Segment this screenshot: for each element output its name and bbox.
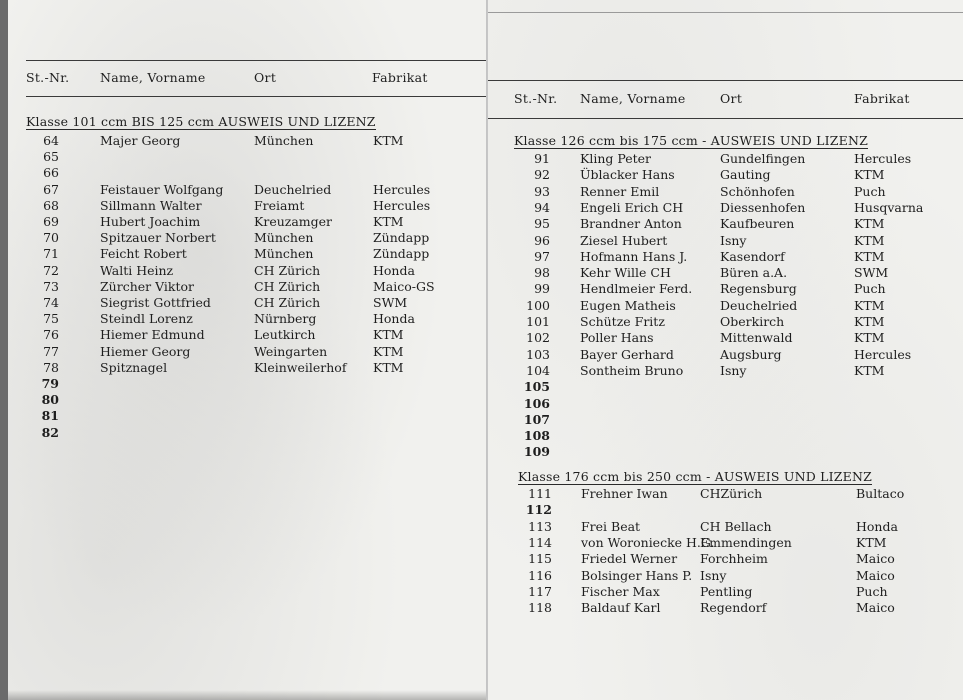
table-row: [488, 412, 963, 428]
cell-name: von Woroniecke H.G.: [581, 534, 715, 550]
table-row: [488, 216, 963, 232]
cell-ort: Nürnberg: [254, 311, 317, 327]
cell-nr: 113: [528, 518, 552, 534]
cell-nr: 70: [43, 230, 59, 246]
left-page: [8, 0, 486, 700]
table-row: [488, 535, 963, 551]
cell-ort: Forchheim: [700, 551, 768, 567]
cell-fabrikat: SWM: [373, 295, 408, 310]
table-row: [8, 182, 486, 198]
table-row: [8, 295, 486, 311]
cell-fabrikat: Hercules: [373, 197, 431, 213]
cell-fabrikat: KTM: [373, 359, 404, 375]
cell-nr: 91: [534, 151, 550, 166]
cell-ort: München: [254, 246, 314, 262]
table-row: [488, 330, 963, 346]
cell-nr: 92: [534, 167, 550, 183]
cell-name: Spitzauer Norbert: [100, 230, 216, 246]
cell-ort: Deuchelried: [720, 297, 798, 313]
cell-nr: 109: [523, 444, 550, 460]
table-row: [8, 425, 486, 441]
cell-nr: 72: [43, 262, 59, 278]
table-row: [488, 379, 963, 395]
cell-nr: 107: [523, 411, 550, 427]
cell-ort: Kasendorf: [720, 248, 785, 264]
cell-name: Eugen Matheis: [580, 297, 676, 313]
cell-nr: 117: [528, 583, 552, 599]
table-row: [488, 314, 963, 330]
cell-name: Bayer Gerhard: [580, 346, 674, 362]
cell-ort: Emmendingen: [700, 534, 792, 550]
table-row: [8, 376, 486, 392]
cell-fabrikat: KTM: [854, 362, 885, 378]
cell-nr: 105: [523, 379, 550, 395]
table-row: [488, 428, 963, 444]
cell-name: Kehr Wille CH: [580, 265, 671, 281]
cell-fabrikat: Hercules: [854, 151, 912, 166]
cell-ort: Kreuzamger: [254, 214, 333, 229]
table-row: [488, 568, 963, 584]
cell-fabrikat: Maico: [856, 551, 895, 567]
cell-nr: 98: [534, 265, 550, 281]
class-title-126-175: Klasse 126 ccm bis 175 ccm - AUSWEIS UND LIZENZ: [514, 133, 869, 148]
column-header-fabrikat: Fabrikat: [372, 70, 428, 85]
cell-nr: 108: [523, 428, 550, 444]
table-row: [488, 184, 963, 200]
table-row: [488, 396, 963, 412]
cell-ort: Weingarten: [254, 343, 328, 359]
cell-name: Hendlmeier Ferd.: [580, 281, 693, 297]
cell-fabrikat: KTM: [373, 343, 404, 359]
cell-name: Majer Georg: [100, 133, 181, 148]
cell-name: Bolsinger Hans P.: [581, 567, 693, 583]
cell-ort: Pentling: [700, 583, 753, 599]
cell-fabrikat: Zündapp: [373, 230, 430, 246]
class-title-176-250: Klasse 176 ccm bis 250 ccm - AUSWEIS UND LIZENZ: [518, 469, 873, 484]
cell-name: Engeli Erich CH: [580, 199, 684, 215]
cell-fabrikat: Honda: [373, 311, 415, 327]
cell-nr: 114: [528, 534, 552, 550]
cell-name: Hiemer Edmund: [100, 327, 205, 343]
cell-nr: 68: [43, 197, 59, 213]
column-header-ort: Ort: [254, 70, 277, 85]
cell-nr: 71: [43, 246, 59, 262]
cell-nr: 69: [43, 214, 59, 229]
cell-ort: Kaufbeuren: [720, 216, 795, 232]
cell-nr: 75: [43, 311, 59, 327]
table-row: [8, 165, 486, 181]
cell-fabrikat: KTM: [854, 297, 885, 313]
cell-fabrikat: Puch: [854, 183, 886, 199]
column-header-name: Name, Vorname: [580, 91, 686, 106]
cell-name: Sontheim Bruno: [580, 362, 684, 378]
cell-fabrikat: KTM: [854, 167, 885, 183]
cell-fabrikat: Hercules: [854, 346, 912, 362]
table-row: [8, 360, 486, 376]
cell-ort: Kleinweilerhof: [254, 359, 347, 375]
cell-name: Baldauf Karl: [581, 600, 661, 616]
cell-name: Sillmann Walter: [100, 197, 202, 213]
cell-fabrikat: KTM: [373, 214, 404, 229]
table-row: [488, 584, 963, 600]
cell-nr: 106: [523, 395, 550, 411]
cell-ort: Regensburg: [720, 281, 797, 297]
table-row: [488, 502, 963, 518]
cell-name: Frei Beat: [581, 518, 641, 534]
column-header-nr: St.-Nr.: [514, 91, 558, 106]
cell-name: Poller Hans: [580, 330, 654, 346]
page-bottom-edge: [8, 690, 486, 700]
cell-nr: 99: [534, 281, 550, 297]
table-row: [488, 551, 963, 567]
cell-nr: 74: [43, 295, 59, 310]
page-top-rule: [488, 12, 963, 13]
cell-ort: CH Zürich: [254, 295, 321, 310]
cell-fabrikat: Puch: [856, 583, 888, 599]
table-row: [488, 281, 963, 297]
table-row: [488, 265, 963, 281]
cell-fabrikat: KTM: [373, 133, 404, 148]
cell-nr: 82: [41, 424, 59, 440]
cell-name: Feistauer Wolfgang: [100, 181, 224, 197]
header-bottom-rule: [488, 118, 963, 119]
cell-ort: München: [254, 133, 314, 148]
table-row: [8, 149, 486, 165]
cell-name: Zürcher Viktor: [100, 278, 195, 294]
table-row: [488, 600, 963, 616]
cell-fabrikat: Bultaco: [856, 486, 905, 501]
cell-nr: 80: [41, 392, 59, 408]
table-row: [8, 198, 486, 214]
cell-nr: 116: [528, 567, 552, 583]
cell-fabrikat: Maico: [856, 600, 895, 616]
cell-fabrikat: KTM: [854, 232, 885, 248]
table-row: [488, 444, 963, 460]
cell-name: Üblacker Hans: [580, 167, 675, 183]
cell-name: Siegrist Gottfried: [100, 295, 211, 310]
header-top-rule: [488, 80, 963, 81]
cell-fabrikat: SWM: [854, 265, 889, 281]
cell-nr: 102: [526, 330, 550, 346]
cell-name: Hofmann Hans J.: [580, 248, 688, 264]
cell-nr: 93: [534, 183, 550, 199]
cell-ort: Mittenwald: [720, 330, 793, 346]
cell-ort: Gauting: [720, 167, 771, 183]
cell-name: Spitznagel: [100, 359, 168, 375]
cell-nr: 104: [526, 362, 550, 378]
table-row: [8, 263, 486, 279]
cell-ort: Büren a.A.: [720, 265, 788, 281]
cell-ort: CH Bellach: [700, 518, 772, 534]
table-row: [488, 200, 963, 216]
cell-ort: Deuchelried: [254, 181, 332, 197]
cell-nr: 79: [41, 376, 59, 391]
cell-nr: 64: [43, 133, 59, 148]
cell-nr: 96: [534, 232, 550, 248]
table-row: [488, 347, 963, 363]
table-row: [488, 167, 963, 183]
cell-nr: 67: [43, 181, 59, 197]
cell-fabrikat: KTM: [854, 330, 885, 346]
table-row: [488, 298, 963, 314]
table-row: [8, 214, 486, 230]
cell-fabrikat: KTM: [854, 216, 885, 232]
cell-nr: 78: [43, 359, 59, 375]
cell-ort: CH Zürich: [254, 262, 321, 278]
cell-ort: Regendorf: [700, 600, 767, 616]
cell-name: Kling Peter: [580, 151, 652, 166]
cell-nr: 115: [528, 551, 552, 567]
cell-name: Hiemer Georg: [100, 343, 191, 359]
cell-nr: 111: [528, 486, 552, 501]
table-row: [8, 246, 486, 262]
cell-ort: Gundelfingen: [720, 151, 806, 166]
cell-nr: 76: [43, 327, 59, 343]
cell-name: Renner Emil: [580, 183, 660, 199]
cell-ort: Isny: [700, 567, 727, 583]
cell-ort: Augsburg: [720, 346, 782, 362]
cell-name: Feicht Robert: [100, 246, 187, 262]
cell-ort: CH Zürich: [254, 278, 321, 294]
cell-nr: 65: [43, 149, 59, 165]
cell-nr: 103: [526, 346, 550, 362]
cell-ort: Isny: [720, 232, 747, 248]
cell-name: Brandner Anton: [580, 216, 682, 232]
cell-nr: 100: [526, 297, 550, 313]
table-row: [8, 392, 486, 408]
cell-ort: Isny: [720, 362, 747, 378]
cell-ort: Leutkirch: [254, 327, 316, 343]
cell-nr: 95: [534, 216, 550, 232]
cell-ort: München: [254, 230, 314, 246]
cell-fabrikat: Puch: [854, 281, 886, 297]
table-row: [488, 249, 963, 265]
cell-ort: Diessenhofen: [720, 199, 806, 215]
cell-ort: Schönhofen: [720, 183, 795, 199]
table-row: [488, 151, 963, 167]
cell-nr: 118: [528, 600, 552, 616]
table-row: [8, 327, 486, 343]
table-row: [8, 230, 486, 246]
cell-nr: 101: [526, 314, 550, 329]
cell-nr: 77: [43, 343, 59, 359]
column-header-ort: Ort: [720, 91, 743, 106]
table-row: [8, 133, 486, 149]
cell-fabrikat: Honda: [856, 518, 898, 534]
cell-fabrikat: Zündapp: [373, 246, 430, 262]
cell-name: Frehner Iwan: [581, 486, 668, 501]
cell-ort: Freiamt: [254, 197, 305, 213]
cell-nr: 81: [41, 408, 59, 424]
cell-name: Hubert Joachim: [100, 214, 201, 229]
cell-name: Ziesel Hubert: [580, 232, 668, 248]
table-row: [8, 311, 486, 327]
table-row: [488, 519, 963, 535]
cell-fabrikat: KTM: [854, 314, 885, 329]
column-header-fabrikat: Fabrikat: [854, 91, 910, 106]
cell-nr: 66: [43, 165, 59, 181]
table-row: [488, 363, 963, 379]
cell-name: Schütze Fritz: [580, 314, 665, 329]
cell-name: Fischer Max: [581, 583, 660, 599]
table-row: [8, 408, 486, 424]
cell-fabrikat: KTM: [373, 327, 404, 343]
cell-name: Steindl Lorenz: [100, 311, 193, 327]
cell-name: Friedel Werner: [581, 551, 678, 567]
table-row: [488, 233, 963, 249]
cell-fabrikat: KTM: [854, 248, 885, 264]
cell-fabrikat: KTM: [856, 534, 887, 550]
cell-ort: Oberkirch: [720, 314, 785, 329]
cell-fabrikat: Honda: [373, 262, 415, 278]
right-page: [488, 0, 963, 700]
cell-fabrikat: Hercules: [373, 181, 431, 197]
cell-nr: 94: [534, 199, 550, 215]
column-header-nr: St.-Nr.: [26, 70, 70, 85]
cell-fabrikat: Husqvarna: [854, 199, 924, 215]
cell-ort: CHZürich: [700, 486, 763, 501]
cell-fabrikat: Maico-GS: [373, 278, 435, 294]
class-title: Klasse 101 ccm BIS 125 ccm AUSWEIS UND LIZENZ: [26, 114, 376, 129]
header-top-rule: [26, 60, 486, 61]
cell-name: Walti Heinz: [100, 262, 174, 278]
header-bottom-rule: [26, 96, 486, 97]
table-row: [8, 279, 486, 295]
cell-fabrikat: Maico: [856, 567, 895, 583]
column-header-name: Name, Vorname: [100, 70, 206, 85]
table-row: [488, 486, 963, 502]
table-row: [8, 344, 486, 360]
cell-nr: 73: [43, 278, 59, 294]
cell-nr: 112: [525, 502, 552, 518]
cell-nr: 97: [534, 248, 550, 264]
